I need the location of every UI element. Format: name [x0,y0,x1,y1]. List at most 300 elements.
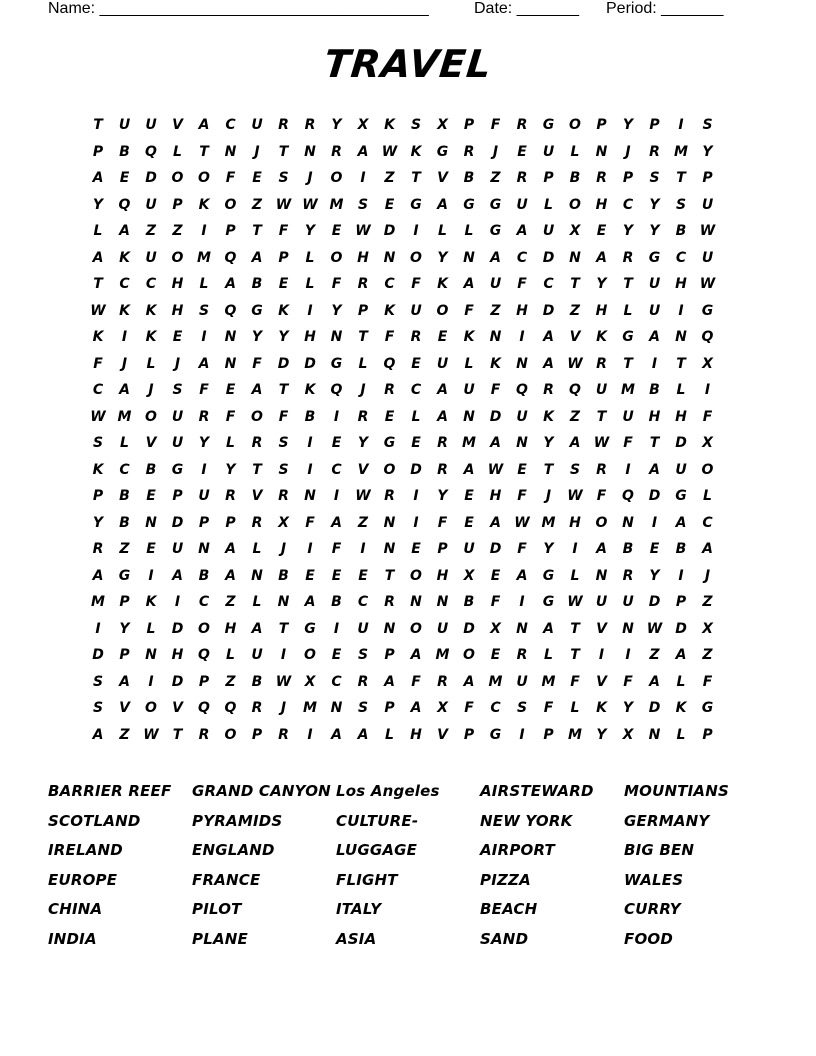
grid-letter: H [569,514,581,531]
grid-letter: I [519,594,525,610]
grid-letter: Z [569,302,581,319]
grid-letter: R [410,329,422,345]
grid-letter: A [463,673,475,690]
grid-letter: P [119,647,130,663]
grid-letter: O [569,117,581,133]
word-bank-item: PIZZA [480,870,531,889]
grid-letter: J [360,382,366,398]
grid-letter: G [701,302,714,319]
grid-letter: O [383,461,396,478]
grid-letter: B [331,594,342,610]
grid-letter: U [251,647,263,663]
word-bank-item: ITALY [336,900,382,919]
grid-letter: A [490,435,501,451]
grid-letter: N [145,514,157,531]
grid-letter: L [226,647,235,663]
word-bank-item: AIRPORT [480,841,555,860]
grid-letter: Q [224,302,237,319]
grid-letter: F [252,355,262,372]
grid-letter: E [331,435,342,451]
grid-letter: I [651,514,658,531]
grid-letter: R [543,382,554,398]
grid-letter: H [357,249,369,266]
grid-letter: G [542,594,555,610]
grid-letter: X [437,117,448,133]
grid-letter: M [621,382,635,398]
grid-letter: U [171,408,184,425]
grid-letter: O [198,170,210,186]
grid-letter: H [516,302,528,319]
word-bank-item: EUROPE [48,870,118,889]
grid-letter: E [172,329,183,345]
grid-letter: D [304,355,316,372]
grid-letter: O [171,249,184,266]
grid-letter: B [463,170,475,186]
grid-letter: X [702,355,713,372]
grid-letter: N [648,726,661,743]
grid-letter: W [699,276,716,292]
word-bank-item: BEACH [480,900,538,919]
grid-letter: A [543,329,554,345]
grid-letter: A [92,249,104,266]
grid-letter: W [381,143,398,160]
grid-letter: B [675,541,687,557]
grid-letter: R [251,435,263,451]
grid-letter: W [275,196,292,213]
grid-letter: E [225,382,236,398]
grid-letter: I [201,223,207,239]
grid-letter: X [490,620,501,637]
grid-letter: Y [543,435,554,451]
grid-letter: H [171,276,184,292]
grid-letter: S [278,461,289,478]
grid-letter: R [516,170,528,186]
grid-letter: Z [145,223,157,239]
grid-letter: Q [145,143,157,160]
grid-letter: L [438,223,447,239]
grid-letter: H [595,196,608,213]
grid-letter: M [541,514,556,531]
grid-letter: B [675,223,687,239]
grid-letter: T [278,143,289,160]
grid-letter: G [436,143,449,160]
grid-letter: D [542,249,555,266]
grid-letter: U [622,594,634,610]
grid-letter: C [622,196,634,213]
grid-letter: N [675,329,687,345]
grid-letter: J [174,355,181,372]
grid-letter: P [198,673,210,690]
grid-letter: J [492,143,499,160]
grid-letter: A [384,673,395,690]
grid-letter: Q [330,382,343,398]
grid-letter: I [598,647,605,663]
grid-letter: K [278,302,289,319]
grid-letter: S [649,170,660,186]
grid-letter: U [675,461,687,478]
grid-letter: A [251,249,263,266]
grid-letter: P [702,726,713,743]
grid-letter: Q [224,700,237,716]
grid-letter: W [514,514,530,531]
grid-letter: H [171,647,184,663]
grid-letter: A [198,117,210,133]
grid-letter: R [331,143,342,160]
grid-letter: E [119,170,130,186]
grid-letter: U [622,408,634,425]
grid-letter: X [463,567,475,584]
grid-letter: Y [225,461,236,478]
grid-letter: O [595,514,608,531]
grid-letter: R [357,673,369,690]
grid-letter: V [569,329,581,345]
grid-letter: Y [437,488,448,504]
grid-letter: T [278,620,289,637]
grid-letter: U [145,196,157,213]
grid-letter: I [678,567,684,584]
grid-letter: Q [516,382,528,398]
grid-letter: U [171,435,184,451]
grid-letter: E [278,276,289,292]
grid-letter: U [145,249,157,266]
grid-letter: V [251,488,263,504]
grid-letter: T [676,355,686,372]
grid-letter: T [570,647,580,663]
grid-letter: Y [92,196,104,213]
grid-letter: T [199,143,209,160]
grid-letter: D [92,647,104,663]
grid-letter: C [357,594,369,610]
word-bank-item: INDIA [48,930,97,948]
grid-letter: S [172,382,183,398]
grid-letter: C [331,673,342,690]
grid-letter: L [173,143,182,160]
grid-letter: R [251,700,263,716]
grid-letter: C [384,276,395,292]
grid-letter: C [92,382,104,398]
grid-letter: E [331,223,342,239]
grid-letter: H [171,302,184,319]
grid-letter: C [410,382,422,398]
grid-letter: V [172,117,183,133]
grid-letter: F [702,673,713,690]
grid-letter: Y [622,223,634,239]
grid-letter: U [251,117,263,133]
grid-letter: I [360,541,366,557]
grid-letter: P [702,170,713,186]
grid-letter: S [410,117,422,133]
word-bank-item: PYRAMIDS [192,811,283,830]
grid-letter: W [699,223,716,239]
grid-letter: J [307,170,313,186]
grid-letter: I [519,329,525,345]
grid-letter: J [148,382,154,398]
grid-letter: R [437,673,448,690]
grid-letter: Z [569,408,581,425]
grid-letter: B [622,541,634,557]
grid-letter: G [171,461,184,478]
grid-letter: U [542,143,555,160]
grid-letter: F [464,302,474,319]
grid-letter: W [143,726,159,743]
grid-letter: I [572,541,578,557]
grid-letter: W [355,488,371,504]
grid-letter: G [701,700,714,716]
grid-letter: L [570,700,580,716]
grid-letter: K [145,329,157,345]
grid-letter: C [702,514,713,531]
grid-letter: K [119,249,130,266]
grid-letter: R [278,488,289,504]
grid-letter: K [596,700,607,716]
grid-letter: P [543,170,554,186]
grid-letter: R [278,117,289,133]
grid-letter: J [121,355,128,372]
grid-letter: Z [702,594,713,610]
grid-letter: G [489,196,502,213]
grid-letter: E [331,647,342,663]
grid-letter: N [516,435,528,451]
grid-letter: D [675,620,687,637]
word-bank-item: Los Angeles [336,782,440,800]
word-bank-item: LUGGAGE [336,841,418,860]
grid-letter: P [384,647,395,663]
grid-letter: Y [437,249,448,266]
name-field-label: Name: _____________________________________ [48,0,429,17]
grid-letter: G [383,435,396,451]
grid-letter: I [174,594,181,610]
grid-letter: T [570,276,580,292]
grid-letter: M [462,435,476,451]
grid-letter: T [649,435,660,451]
grid-letter: L [199,276,209,292]
grid-letter: Y [278,329,289,345]
grid-letter: U [171,541,184,557]
grid-letter: K [410,143,422,160]
grid-letter: Q [198,700,210,716]
grid-letter: Y [92,514,104,531]
grid-letter: U [701,249,714,266]
grid-letter: H [648,408,661,425]
grid-letter: L [544,196,553,213]
word-bank-item: FOOD [624,930,674,948]
grid-letter: P [463,117,475,133]
grid-letter: Z [172,223,183,239]
grid-letter: A [119,673,130,690]
grid-letter: Z [119,541,130,557]
grid-letter: P [543,726,554,743]
grid-letter: A [357,143,369,160]
grid-letter: F [702,408,713,425]
grid-letter: R [516,647,528,663]
grid-letter: U [463,541,475,557]
grid-letter: D [410,461,422,478]
grid-letter: Q [118,196,131,213]
grid-letter: A [490,514,501,531]
grid-letter: I [360,170,366,186]
grid-letter: Y [198,435,210,451]
grid-letter: P [649,117,660,133]
grid-letter: A [225,276,236,292]
grid-letter: M [568,726,582,743]
grid-letter: V [145,435,157,451]
grid-letter: I [307,461,313,478]
grid-letter: N [463,249,475,266]
grid-letter: E [411,355,421,372]
grid-letter: M [197,249,211,266]
grid-letter: S [357,196,369,213]
grid-letter: N [463,408,475,425]
word-bank-item: SCOTLAND [48,811,141,830]
grid-letter: W [567,594,583,610]
grid-letter: S [357,647,369,663]
grid-letter: A [304,594,316,610]
grid-letter: U [436,355,449,372]
grid-letter: A [675,647,687,663]
grid-letter: T [623,355,633,372]
grid-letter: S [92,673,104,690]
grid-letter: Q [383,355,396,372]
grid-letter: B [463,594,475,610]
grid-letter: R [357,276,369,292]
word-bank-item: GRAND CANYON [192,782,331,800]
grid-letter: R [384,488,395,504]
grid-letter: H [410,726,422,743]
grid-letter: A [437,382,448,398]
grid-letter: G [542,117,555,133]
grid-letter: N [595,567,608,584]
grid-letter: P [384,700,395,716]
grid-letter: I [625,461,631,478]
grid-letter: O [171,170,184,186]
grid-letter: S [702,117,713,133]
grid-letter: N [516,620,528,637]
grid-letter: B [119,514,130,531]
word-bank-item: BIG BEN [624,841,695,860]
grid-letter: N [224,355,237,372]
grid-letter: L [464,223,474,239]
grid-letter: W [90,408,106,425]
grid-letter: O [463,647,475,663]
grid-letter: X [622,726,634,743]
grid-letter: O [436,302,449,319]
grid-letter: D [171,514,184,531]
grid-letter: K [437,276,448,292]
grid-letter: K [675,700,687,716]
grid-letter: H [489,488,502,504]
grid-letter: Z [119,726,130,743]
grid-letter: U [357,620,369,637]
grid-letter: N [489,329,502,345]
grid-letter: G [251,302,263,319]
word-bank-item: CHINA [48,900,103,919]
grid-letter: X [569,223,581,239]
grid-letter: K [384,117,395,133]
grid-letter: C [225,117,236,133]
grid-letter: Z [225,673,236,690]
grid-letter: Y [251,329,263,345]
grid-letter: Y [649,567,660,584]
grid-letter: A [543,355,554,372]
grid-letter: A [463,461,475,478]
grid-letter: E [252,170,262,186]
grid-letter: N [383,541,396,557]
word-bank-item: NEW YORK [480,811,573,830]
grid-letter: C [516,249,528,266]
grid-letter: L [305,249,315,266]
grid-letter: M [329,196,344,213]
grid-letter: N [436,594,449,610]
grid-letter: N [224,329,237,345]
grid-letter: S [516,700,528,716]
grid-letter: E [146,488,156,504]
grid-letter: A [516,567,528,584]
grid-letter: A [702,541,713,557]
grid-letter: S [92,435,104,451]
word-bank-item: BARRIER REEF [48,782,172,800]
grid-letter: L [358,355,368,372]
grid-letter: B [304,408,316,425]
grid-letter: O [410,249,422,266]
word-bank-item: GERMANY [624,811,710,830]
grid-letter: T [93,117,103,133]
grid-letter: R [622,249,634,266]
grid-letter: F [331,276,342,292]
grid-letter: U [516,196,528,213]
word-bank-item: ENGLAND [192,841,275,860]
grid-letter: V [172,700,183,716]
word-bank-item: MOUNTIANS [624,782,729,800]
grid-letter: C [331,461,342,478]
grid-letter: A [225,567,236,584]
grid-letter: K [198,196,210,213]
grid-letter: R [622,567,634,584]
grid-letter: D [145,170,157,186]
grid-letter: A [119,223,130,239]
word-bank-item: CURRY [624,900,681,919]
grid-letter: Z [251,196,263,213]
grid-letter: F [543,700,554,716]
grid-letter: T [570,620,580,637]
grid-letter: L [252,541,262,557]
grid-letter: I [413,514,419,531]
grid-letter: L [385,726,394,743]
grid-letter: L [676,382,686,398]
grid-letter: W [90,302,106,319]
grid-letter: L [570,567,580,584]
grid-letter: T [358,329,368,345]
date-field-label: Date: _______ [474,0,579,17]
grid-letter: I [307,726,313,743]
grid-letter: I [148,673,154,690]
grid-letter: R [649,143,660,160]
grid-letter: F [490,382,501,398]
grid-letter: X [304,673,316,690]
grid-letter: F [570,673,580,690]
grid-letter: F [490,594,501,610]
grid-letter: N [330,329,343,345]
grid-letter: X [437,700,448,716]
grid-letter: X [357,117,369,133]
grid-letter: H [304,329,316,345]
grid-letter: P [92,143,104,160]
grid-letter: H [675,276,687,292]
grid-letter: O [145,408,157,425]
grid-letter: O [224,196,237,213]
grid-letter: A [437,196,448,213]
grid-letter: L [570,143,580,160]
grid-letter: G [622,329,634,345]
